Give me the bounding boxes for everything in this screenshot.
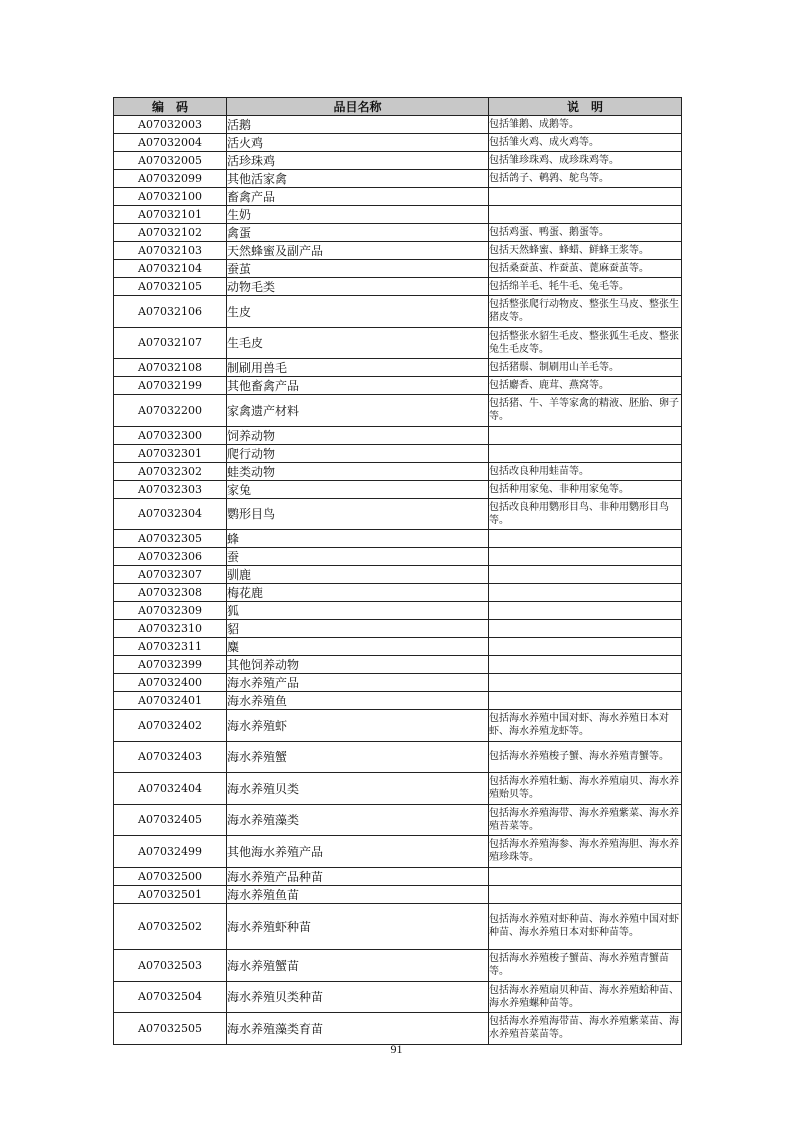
table-row [114,692,682,710]
item-name: 畜禽产品 [227,188,489,206]
table-row [114,602,682,620]
item-code: A07032402 [114,710,227,742]
table-header-row [114,98,682,116]
table-row [114,981,682,1013]
item-code: A07032105 [114,278,227,296]
table-row [114,327,682,359]
item-code: A07032004 [114,134,227,152]
item-description [489,656,682,674]
item-description: 包括猪鬃、制刷用山羊毛等。 [489,359,682,377]
table-row [114,656,682,674]
table-row [114,773,682,805]
table-row [114,206,682,224]
item-description [489,674,682,692]
item-code: A07032504 [114,981,227,1013]
table-row [114,885,682,903]
item-description: 包括鸡蛋、鸭蛋、鹅蛋等。 [489,224,682,242]
item-description [489,188,682,206]
item-name: 貂 [227,620,489,638]
item-name: 海水养殖蟹苗 [227,950,489,982]
item-code: A07032303 [114,480,227,498]
item-code: A07032399 [114,656,227,674]
item-code: A07032500 [114,867,227,885]
item-name: 海水养殖鱼 [227,692,489,710]
item-description: 包括海水养殖梭子蟹、海水养殖青蟹等。 [489,741,682,773]
item-description: 包括绵羊毛、牦牛毛、兔毛等。 [489,278,682,296]
item-code: A07032301 [114,444,227,462]
item-code: A07032005 [114,152,227,170]
header-code: 编 码 [114,98,227,116]
table-row [114,530,682,548]
item-description [489,885,682,903]
item-code: A07032311 [114,638,227,656]
item-description: 包括海水养殖对虾种苗、海水养殖中国对虾种苗、海水养殖日本对虾种苗等。 [489,903,682,950]
item-description [489,638,682,656]
item-name: 饲养动物 [227,426,489,444]
item-description [489,426,682,444]
item-description [489,548,682,566]
item-code: A07032102 [114,224,227,242]
table-row [114,638,682,656]
table-row [114,480,682,498]
item-name: 家兔 [227,480,489,498]
item-code: A07032305 [114,530,227,548]
table-row [114,116,682,134]
table-row [114,620,682,638]
item-name: 其他活家禽 [227,170,489,188]
table-row [114,242,682,260]
item-description: 包括海水养殖海带苗、海水养殖紫菜苗、海水养殖苔菜苗等。 [489,1013,682,1045]
item-code: A07032003 [114,116,227,134]
item-code: A07032307 [114,566,227,584]
table-row [114,260,682,278]
item-description: 包括改良种用鹦形目鸟、非种用鹦形目鸟等。 [489,498,682,530]
item-name: 海水养殖鱼苗 [227,885,489,903]
table-row [114,804,682,836]
item-code: A07032306 [114,548,227,566]
item-name: 麋 [227,638,489,656]
item-description: 包括雏火鸡、成火鸡等。 [489,134,682,152]
item-description: 包括雏鹅、成鹅等。 [489,116,682,134]
table-row [114,134,682,152]
table-row [114,188,682,206]
item-name: 蜂 [227,530,489,548]
table-row [114,741,682,773]
item-description [489,692,682,710]
item-code: A07032199 [114,377,227,395]
item-name: 其他饲养动物 [227,656,489,674]
item-description: 包括海水养殖海参、海水养殖海胆、海水养殖珍珠等。 [489,836,682,868]
item-code: A07032308 [114,584,227,602]
item-code: A07032302 [114,462,227,480]
item-description: 包括整张水貂生毛皮、整张狐生毛皮、整张兔生毛皮等。 [489,327,682,359]
item-name: 其他畜禽产品 [227,377,489,395]
item-code: A07032106 [114,296,227,328]
item-name: 海水养殖虾种苗 [227,903,489,950]
item-code: A07032401 [114,692,227,710]
item-code: A07032309 [114,602,227,620]
table-row [114,498,682,530]
table-row [114,548,682,566]
item-code: A07032300 [114,426,227,444]
item-description [489,206,682,224]
item-description: 包括猪、牛、羊等家禽的精液、胚胎、卵子等。 [489,395,682,427]
item-name: 其他海水养殖产品 [227,836,489,868]
item-name: 活鹅 [227,116,489,134]
item-description [489,620,682,638]
item-name: 海水养殖产品种苗 [227,867,489,885]
table-row [114,836,682,868]
item-name: 活珍珠鸡 [227,152,489,170]
item-description [489,602,682,620]
item-name: 天然蜂蜜及副产品 [227,242,489,260]
table-row [114,170,682,188]
item-description: 包括海水养殖海带、海水养殖紫菜、海水养殖苔菜等。 [489,804,682,836]
item-name: 蛙类动物 [227,462,489,480]
item-name: 驯鹿 [227,566,489,584]
item-code: A07032405 [114,804,227,836]
item-description: 包括海水养殖牡蛎、海水养殖扇贝、海水养殖贻贝等。 [489,773,682,805]
item-name: 鹦形目鸟 [227,498,489,530]
header-desc: 说 明 [489,98,682,116]
item-description [489,867,682,885]
table-row [114,903,682,950]
item-code: A07032502 [114,903,227,950]
table-row [114,674,682,692]
table-row [114,1013,682,1045]
item-description: 包括海水养殖扇贝种苗、海水养殖蛤种苗、海水养殖螺种苗等。 [489,981,682,1013]
item-code: A07032499 [114,836,227,868]
item-description [489,584,682,602]
item-name: 生毛皮 [227,327,489,359]
item-name: 禽蛋 [227,224,489,242]
table-body [114,116,682,1045]
item-name: 海水养殖虾 [227,710,489,742]
item-code: A07032505 [114,1013,227,1045]
item-code: A07032101 [114,206,227,224]
item-code: A07032503 [114,950,227,982]
table-row [114,224,682,242]
item-name: 爬行动物 [227,444,489,462]
table-row [114,377,682,395]
item-name: 蚕 [227,548,489,566]
item-description: 包括桑蚕茧、柞蚕茧、蓖麻蚕茧等。 [489,260,682,278]
item-description: 包括改良种用蛙苗等。 [489,462,682,480]
item-description: 包括麝香、鹿茸、燕窝等。 [489,377,682,395]
item-description [489,530,682,548]
item-code: A07032107 [114,327,227,359]
item-code: A07032104 [114,260,227,278]
catalog-table [113,97,682,1045]
item-code: A07032400 [114,674,227,692]
item-code: A07032404 [114,773,227,805]
table-row [114,584,682,602]
item-code: A07032200 [114,395,227,427]
item-description [489,444,682,462]
table-row [114,359,682,377]
item-name: 家禽遗产材料 [227,395,489,427]
item-description [489,566,682,584]
item-description: 包括天然蜂蜜、蜂蜡、鲜蜂王浆等。 [489,242,682,260]
item-description: 包括鸽子、鹌鹑、鸵鸟等。 [489,170,682,188]
item-code: A07032108 [114,359,227,377]
table-row [114,867,682,885]
item-code: A07032304 [114,498,227,530]
item-description: 包括雏珍珠鸡、成珍珠鸡等。 [489,152,682,170]
item-code: A07032310 [114,620,227,638]
item-code: A07032501 [114,885,227,903]
table-row [114,462,682,480]
item-code: A07032103 [114,242,227,260]
header-name: 品目名称 [227,98,489,116]
item-name: 海水养殖贝类 [227,773,489,805]
item-name: 蚕茧 [227,260,489,278]
table-row [114,710,682,742]
item-name: 活火鸡 [227,134,489,152]
page-number: 91 [390,1042,403,1056]
item-name: 海水养殖贝类种苗 [227,981,489,1013]
item-name: 狐 [227,602,489,620]
item-code: A07032099 [114,170,227,188]
item-code: A07032403 [114,741,227,773]
item-code: A07032100 [114,188,227,206]
table-row [114,152,682,170]
item-name: 海水养殖藻类 [227,804,489,836]
item-name: 生奶 [227,206,489,224]
item-name: 生皮 [227,296,489,328]
table-row [114,950,682,982]
item-description: 包括海水养殖中国对虾、海水养殖日本对虾、海水养殖龙虾等。 [489,710,682,742]
item-description: 包括海水养殖梭子蟹苗、海水养殖青蟹苗等。 [489,950,682,982]
item-name: 梅花鹿 [227,584,489,602]
table-row [114,444,682,462]
item-name: 制刷用兽毛 [227,359,489,377]
table-row [114,395,682,427]
item-name: 海水养殖产品 [227,674,489,692]
table-row [114,296,682,328]
table-row [114,566,682,584]
item-description: 包括整张爬行动物皮、整张生马皮、整张生猪皮等。 [489,296,682,328]
item-name: 海水养殖藻类育苗 [227,1013,489,1045]
table-row [114,426,682,444]
table-row [114,278,682,296]
item-name: 海水养殖蟹 [227,741,489,773]
item-description: 包括种用家兔、非种用家兔等。 [489,480,682,498]
item-name: 动物毛类 [227,278,489,296]
